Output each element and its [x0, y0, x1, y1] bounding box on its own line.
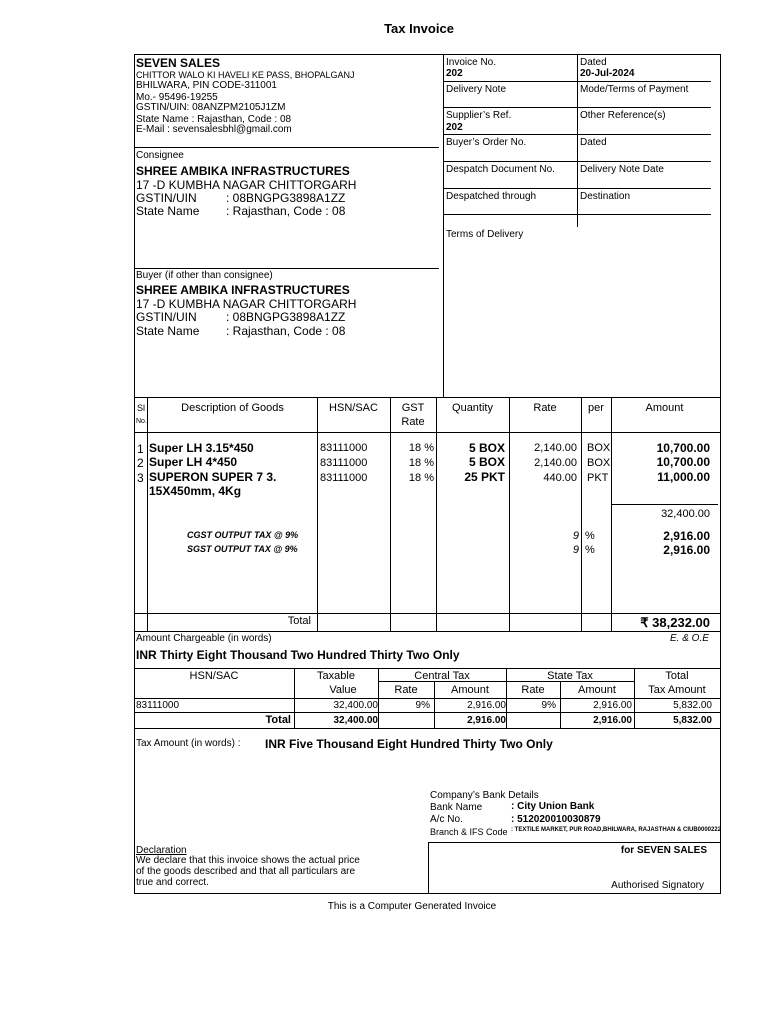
sgst-amount: 2,916.00 — [663, 543, 710, 557]
dated-value: 20-Jul-2024 — [580, 68, 635, 79]
item-description-cont: 15X450mm, 4Kg — [149, 484, 242, 498]
item-hsn: 83111000 — [320, 472, 368, 484]
tax-total-total: 5,832.00 — [673, 715, 712, 726]
tax-row-total: 5,832.00 — [673, 700, 712, 711]
for-company: for SEVEN SALES — [620, 845, 707, 856]
col-hsn: HSN/SAC — [329, 402, 378, 414]
frame-left — [134, 54, 135, 894]
item-description: SUPERON SUPER 7 3. — [149, 470, 277, 484]
col-quantity: Quantity — [452, 402, 493, 414]
despatch-doc-label: Despatch Document No. — [446, 164, 555, 175]
declaration-line1: We declare that this invoice shows the actual price — [136, 855, 360, 866]
seller-mobile: Mo.- 95496-19255 — [136, 92, 218, 103]
col-amount: Amount — [645, 402, 684, 414]
subtotal-line — [611, 504, 718, 505]
bank-ac-label: A/c No. — [430, 814, 463, 825]
signature-box-left — [428, 842, 429, 894]
buyer-sep — [134, 268, 439, 269]
supplier-ref-value: 202 — [446, 122, 463, 133]
dated2-label: Dated — [580, 137, 607, 148]
invoice-no-value: 202 — [446, 68, 463, 79]
item-rate: 2,140.00 — [534, 457, 577, 469]
item-gst: 18 % — [408, 472, 434, 484]
tax-table-line — [134, 712, 721, 713]
amount-words-label: Amount Chargeable (in words) — [136, 633, 272, 644]
col-per: per — [588, 402, 604, 414]
bank-heading: Company’s Bank Details — [430, 790, 539, 801]
consignee-state-value: : Rajasthan, Code : 08 — [226, 204, 346, 218]
tax-words: INR Five Thousand Eight Hundred Thirty Two Only — [265, 737, 553, 751]
tax-col-c-rate: Rate — [394, 684, 418, 696]
terms-delivery-label: Terms of Delivery — [446, 229, 524, 240]
item-per: BOX — [587, 457, 611, 469]
item-description: Super LH 4*450 — [149, 455, 238, 469]
tax-row-taxable: 32,400.00 — [333, 700, 378, 711]
buyer-name: SHREE AMBIKA INFRASTRUCTURES — [136, 283, 350, 297]
buyer-state-label: State Name — [136, 324, 200, 338]
col-gst: GST — [401, 402, 425, 414]
consignee-sep — [134, 147, 439, 148]
declaration-line2: of the goods described and that all particulars are — [136, 866, 356, 877]
cgst-label: CGST OUTPUT TAX @ 9% — [187, 530, 299, 540]
sgst-rate: 9 — [572, 544, 579, 556]
bank-name-label: Bank Name — [430, 802, 483, 813]
tax-col-state: State Tax — [547, 670, 593, 682]
buyer-state-value: : Rajasthan, Code : 08 — [226, 324, 346, 338]
signature-box-top — [428, 842, 720, 843]
cgst-pct: % — [585, 530, 595, 542]
tax-row-c-amount: 2,916.00 — [467, 700, 506, 711]
tax-col-c-amount: Amount — [451, 684, 489, 696]
tax-row-s-amount: 2,916.00 — [593, 700, 632, 711]
item-rate: 2,140.00 — [534, 442, 577, 454]
item-per: PKT — [587, 472, 609, 484]
sgst-label: SGST OUTPUT TAX @ 9% — [187, 544, 298, 554]
frame-right — [720, 54, 721, 894]
col-line — [581, 397, 582, 632]
seller-gstin: GSTIN/UIN: 08ANZPM2105J1ZM — [136, 102, 286, 113]
meta-row-line — [443, 161, 711, 162]
col-line — [390, 397, 391, 632]
items-header-line — [134, 432, 721, 433]
bank-name: City Union Bank — [517, 801, 595, 812]
tax-col-central: Central Tax — [414, 670, 470, 682]
item-rate: 440.00 — [543, 472, 577, 484]
item-amount: 10,700.00 — [656, 455, 710, 469]
seller-address2: BHILWARA, PIN CODE-311001 — [136, 80, 277, 91]
other-refs-label: Other Reference(s) — [580, 110, 666, 121]
tax-table-line — [134, 698, 721, 699]
seller-email: E-Mail : sevensalesbhl@gmail.com — [136, 124, 292, 135]
item-gst: 18 % — [408, 457, 434, 469]
item-description: Super LH 3.15*450 — [149, 441, 254, 455]
meta-row-line — [443, 107, 711, 108]
item-per: BOX — [587, 442, 611, 454]
buyer-order-label: Buyer’s Order No. — [446, 137, 527, 148]
item-sl: 2 — [137, 456, 144, 470]
cgst-rate: 9 — [572, 530, 579, 542]
header-divider — [443, 54, 444, 397]
item-amount: 10,700.00 — [656, 441, 710, 455]
meta-row-line — [443, 134, 711, 135]
consignee-label: Consignee — [136, 150, 184, 161]
tax-row-hsn: 83111000 — [136, 700, 180, 711]
subtotal-value: 32,400.00 — [661, 508, 710, 520]
footer-note: This is a Computer Generated Invoice — [327, 901, 497, 912]
authorised-signatory: Authorised Signatory — [611, 880, 704, 891]
buyer-gstin-value: : 08BNGPG3898A1ZZ — [226, 310, 346, 324]
tax-row-c-rate: 9% — [415, 700, 430, 711]
col-line — [436, 397, 437, 632]
items-top-line — [134, 397, 721, 398]
item-sl: 3 — [137, 471, 144, 485]
bank-branch-label: Branch & IFS Code — [430, 827, 508, 837]
tax-total-c-amount: 2,916.00 — [467, 715, 506, 726]
items-total-top — [134, 613, 721, 614]
tax-total-label: Total — [265, 714, 291, 726]
tax-total-taxable: 32,400.00 — [333, 715, 378, 726]
item-hsn: 83111000 — [320, 457, 368, 469]
tax-col-value: Value — [329, 684, 357, 696]
delivery-note-date-label: Delivery Note Date — [580, 164, 664, 175]
buyer-label: Buyer (if other than consignee) — [136, 270, 273, 281]
col-line — [147, 397, 148, 632]
tax-col-taxable: Taxable — [317, 670, 355, 682]
seller-address1: CHITTOR WALO KI HAVELI KE PASS, BHOPALGANJ — [136, 70, 355, 80]
tax-table-line — [134, 728, 721, 729]
tax-col-s-amount: Amount — [578, 684, 616, 696]
frame-top — [134, 54, 721, 55]
consignee-address: 17 -D KUMBHA NAGAR CHITTORGARH — [136, 178, 357, 192]
buyer-address: 17 -D KUMBHA NAGAR CHITTORGARH — [136, 297, 357, 311]
col-no: No. — [136, 418, 147, 425]
col-description: Description of Goods — [181, 402, 284, 414]
item-qty: 5 BOX — [468, 441, 505, 455]
item-sl: 1 — [137, 442, 144, 456]
tax-col-tax-amount: Tax Amount — [648, 684, 706, 696]
tax-table-line — [134, 668, 721, 669]
sgst-pct: % — [585, 544, 595, 556]
col-line — [509, 397, 510, 632]
bank-branch: TEXTILE MARKET, PUR ROAD,BHILWARA, RAJASTHAN & CIUB0000222 — [514, 827, 722, 833]
tax-words-label: Tax Amount (in words) : — [136, 738, 241, 749]
consignee-state-label: State Name — [136, 204, 200, 218]
consignee-name: SHREE AMBIKA INFRASTRUCTURES — [136, 164, 350, 178]
grand-total: ₹ 38,232.00 — [640, 615, 710, 630]
col-rate: Rate — [533, 402, 557, 414]
item-qty: 25 PKT — [464, 470, 505, 484]
page-title: Tax Invoice — [384, 21, 454, 36]
eoe: E. & O.E — [670, 633, 709, 644]
despatched-through-label: Despatched through — [446, 191, 537, 202]
tax-col-hsn: HSN/SAC — [189, 670, 239, 682]
item-qty: 5 BOX — [468, 455, 505, 469]
declaration-line3: true and correct. — [136, 877, 209, 888]
tax-col-total: Total — [665, 670, 689, 682]
bank-branch-value: : TEXTILE MARKET, PUR ROAD,BHILWARA, RAJASTHAN & CIUB0000222 — [511, 827, 722, 833]
meta-divider — [577, 54, 578, 227]
item-hsn: 83111000 — [320, 442, 368, 454]
tax-col-s-rate: Rate — [521, 684, 545, 696]
col-sl: Sl — [137, 403, 146, 413]
amount-words: INR Thirty Eight Thousand Two Hundred Thirty Two Only — [136, 648, 460, 662]
meta-row-line — [443, 81, 711, 82]
item-amount: 11,000.00 — [657, 470, 710, 484]
items-total-bottom — [134, 631, 721, 632]
cgst-amount: 2,916.00 — [663, 529, 710, 543]
bank-ac: 512020010030879 — [517, 814, 601, 825]
tax-total-s-amount: 2,916.00 — [593, 715, 632, 726]
meta-row-line — [443, 188, 711, 189]
consignee-gstin-value: : 08BNGPG3898A1ZZ — [226, 191, 346, 205]
total-label: Total — [287, 615, 311, 627]
meta-row-line — [443, 214, 711, 215]
declaration-heading: Declaration — [136, 845, 187, 856]
col-line — [317, 397, 318, 632]
bank-name-value: : City Union Bank — [511, 801, 595, 812]
mode-terms-label: Mode/Terms of Payment — [580, 84, 689, 95]
buyer-gstin-label: GSTIN/UIN — [136, 310, 197, 324]
tax-row-s-rate: 9% — [541, 700, 556, 711]
bank-ac-value: : 512020010030879 — [511, 814, 601, 825]
item-gst: 18 % — [408, 442, 434, 454]
col-gst-rate: Rate — [401, 416, 425, 428]
seller-state: State Name : Rajasthan, Code : 08 — [136, 114, 292, 125]
consignee-gstin-label: GSTIN/UIN — [136, 191, 197, 205]
delivery-note-label: Delivery Note — [446, 84, 507, 95]
seller-name: SEVEN SALES — [136, 56, 221, 70]
destination-label: Destination — [580, 191, 631, 202]
invoice-no-label: Invoice No. — [446, 57, 497, 68]
dated-label: Dated — [580, 57, 607, 68]
supplier-ref-label: Supplier’s Ref. — [446, 110, 512, 121]
